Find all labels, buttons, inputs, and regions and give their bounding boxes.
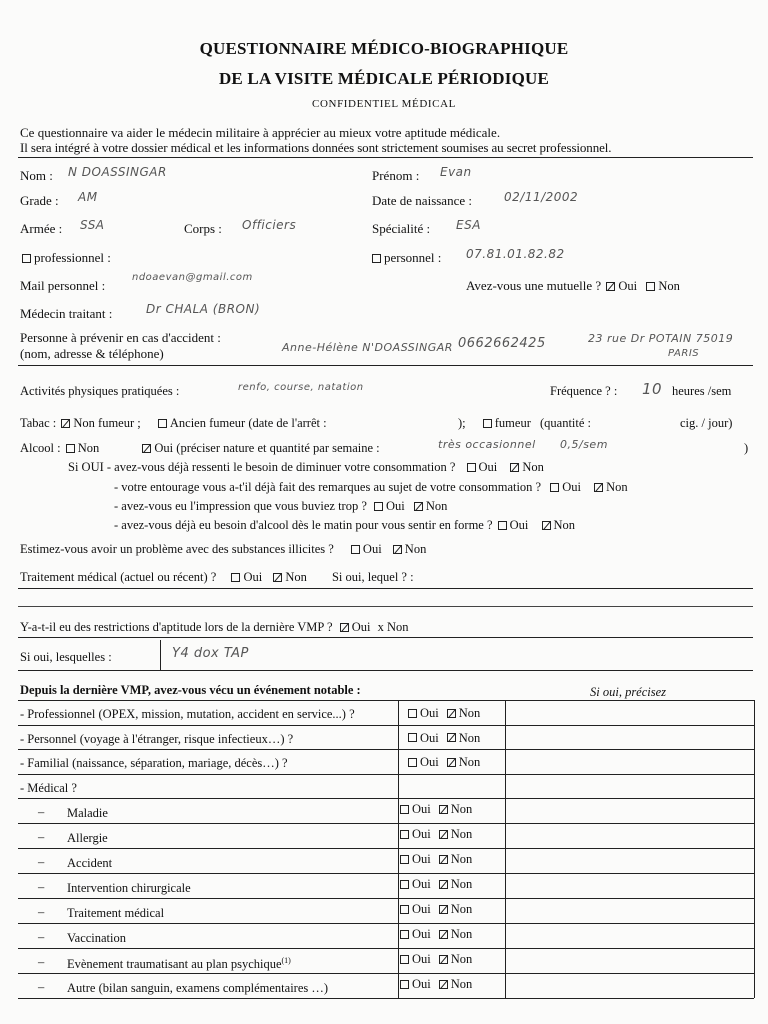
event-row-2-non-label: Non [458, 755, 481, 769]
table-divider [18, 749, 754, 750]
table-divider [18, 848, 754, 849]
medical-row-label [67, 856, 112, 871]
alcool-q3 [114, 499, 447, 514]
restrictions-text: Y-a-t-il eu des restrictions d'aptitude lors de la dernière VMP ? [20, 620, 333, 634]
non-fumeur-checkbox[interactable] [61, 419, 70, 428]
medical-row-7-non-label: Non [450, 977, 473, 991]
restrictions-oui-label: Oui [351, 620, 371, 634]
medical-row-label [67, 906, 164, 921]
q2-non-label: Non [606, 480, 628, 494]
grade-label: Grade : [20, 193, 59, 208]
table-divider [18, 923, 754, 924]
medecin-value[interactable]: Dr CHALA (BRON) [146, 302, 261, 316]
traitement-oui-label: Oui [243, 570, 263, 584]
intro-line-2: Il sera intégré à votre dossier médical et les informations données sont strictement soumises au secret professionnel. [20, 140, 612, 155]
restrictions-row [20, 620, 409, 635]
mutuelle-row [466, 278, 680, 294]
divider [18, 670, 753, 671]
traitement-non-label: Non [285, 570, 307, 584]
medical-row-label [67, 831, 108, 846]
medical-row-label [67, 806, 108, 821]
quantite-label: (quantité : [540, 416, 592, 430]
mutuelle-label: Avez-vous une mutuelle ? [466, 278, 602, 293]
medical-row-7-oui-label: Oui [412, 977, 431, 991]
intro-line-1: Ce questionnaire va aider le médecin militaire à apprécier au mieux votre aptitude médicale. [20, 125, 501, 140]
q2-oui-label: Oui [562, 480, 581, 494]
medical-row-0-oui-label: Oui [412, 802, 431, 816]
medical-row-7-oui-checkbox[interactable] [400, 980, 409, 989]
medical-row-label [67, 881, 191, 896]
traitement-non-checkbox[interactable] [273, 573, 282, 582]
substances-text: Estimez-vous avoir un problème avec des substances illicites ? [20, 542, 334, 556]
medical-row-4-oui-checkbox[interactable] [400, 905, 409, 914]
medical-row-7-non-checkbox[interactable] [439, 980, 448, 989]
alcool-q1 [68, 460, 544, 475]
table-divider [18, 823, 754, 824]
medical-row-1-choice [398, 827, 472, 842]
tabac-row [20, 416, 327, 431]
alcool-q1-text: Si OUI - avez-vous déjà ressenti le besoin de diminuer votre consommation ? [68, 460, 456, 474]
medical-row-5-oui-label: Oui [412, 927, 431, 941]
medical-row-4-non-label: Non [450, 902, 473, 916]
event-row-1-choice [406, 731, 480, 746]
prenom-label: Prénom : [372, 168, 420, 183]
event-row-0-oui-checkbox[interactable] [408, 709, 417, 718]
alcool-non-checkbox[interactable] [66, 444, 75, 453]
divider [18, 588, 753, 589]
substances-row [20, 542, 426, 557]
row-dash: – [38, 905, 45, 919]
frequence-unit: heures /sem [672, 384, 732, 398]
contact-label: Personne à prévenir en cas d'accident : [20, 330, 221, 345]
alcool-value-1[interactable]: très occasionnel [438, 438, 536, 451]
table-divider [18, 998, 754, 999]
confidential-label: CONFIDENTIEL MÉDICAL [312, 98, 456, 110]
events-heading: Depuis la dernière VMP, avez-vous vécu un événement notable : [20, 683, 361, 697]
form-title: QUESTIONNAIRE MÉDICO-BIOGRAPHIQUE [199, 39, 569, 58]
dob-value[interactable]: 02/11/2002 [504, 190, 579, 204]
event-row-0-non-checkbox[interactable] [447, 709, 456, 718]
q3-non-label: Non [425, 499, 448, 513]
event-row-2-oui-label: Oui [420, 755, 439, 769]
medical-row-label [67, 931, 126, 946]
traitement-row [20, 570, 414, 585]
row-dash: – [38, 830, 45, 844]
medical-row-1-non-checkbox[interactable] [439, 830, 448, 839]
contact-address[interactable]: 23 rue Dr POTAIN 75019 [588, 332, 734, 345]
q2-oui-checkbox[interactable] [550, 483, 559, 492]
mutuelle-oui-label: Oui [618, 279, 638, 293]
substances-non-checkbox[interactable] [393, 545, 402, 554]
table-divider [505, 700, 506, 998]
event-row-label: - Professionnel (OPEX, mission, mutation, accident en service...) ? [20, 707, 355, 721]
substances-oui-label: Oui [362, 542, 382, 556]
event-row-2-non-checkbox[interactable] [447, 758, 456, 767]
event-row-2-choice [406, 755, 480, 770]
row-dash: – [38, 930, 45, 944]
q3-oui-label: Oui [386, 499, 405, 513]
perso-phone-checkbox[interactable] [372, 254, 381, 263]
alcool-q4-text: - avez-vous déjà eu besoin d'alcool dès le matin pour vous sentir en forme ? [114, 518, 493, 532]
q3-oui-checkbox[interactable] [374, 502, 383, 511]
non-fumeur-label: Non fumeur ; [73, 416, 141, 430]
q1-non-checkbox[interactable] [510, 463, 519, 472]
medical-row-0-non-checkbox[interactable] [439, 805, 448, 814]
lesquelles-value[interactable]: Y4 dox TAP [172, 646, 249, 661]
medical-row-1-oui-label: Oui [412, 827, 431, 841]
alcool-row [20, 441, 380, 456]
armee-value[interactable]: SSA [80, 218, 105, 232]
fumeur-checkbox[interactable] [483, 419, 492, 428]
activites-value[interactable]: renfo, course, natation [238, 382, 364, 393]
medical-row-5-non-label: Non [450, 927, 473, 941]
specialite-value[interactable]: ESA [456, 218, 481, 232]
divider [18, 637, 753, 638]
medical-row-5-non-checkbox[interactable] [439, 930, 448, 939]
medical-row-3-non-label: Non [450, 877, 473, 891]
corps-label: Corps : [184, 221, 222, 236]
q2-non-checkbox[interactable] [594, 483, 603, 492]
event-row-1-oui-label: Oui [420, 730, 439, 745]
event-row-0-choice [406, 706, 480, 721]
fumeur-row [458, 416, 591, 431]
medical-row-1-non-label: Non [450, 827, 473, 841]
restrictions-oui-checkbox[interactable] [340, 623, 349, 632]
pro-phone-label: professionnel : [34, 250, 111, 265]
medical-row-6-oui-checkbox[interactable] [400, 955, 409, 964]
event-row-label: - Personnel (voyage à l'étranger, risque infectieux…) ? [20, 731, 294, 746]
mail-value[interactable]: ndoaevan@gmail.com [132, 272, 253, 283]
mutuelle-non-checkbox[interactable] [646, 282, 655, 291]
medical-row-label [67, 956, 291, 972]
table-divider [18, 948, 754, 949]
mutuelle-non-label: Non [658, 279, 680, 293]
table-divider [18, 725, 754, 726]
event-row-1-non-checkbox[interactable] [447, 733, 456, 742]
q4-non-label: Non [553, 518, 576, 532]
contact-city[interactable]: PARIS [668, 348, 700, 359]
medical-row-4-non-checkbox[interactable] [439, 905, 448, 914]
restrictions-non-label: x Non [377, 620, 409, 634]
footnote-marker: (1) [281, 956, 291, 965]
traitement-lequel-label: Si oui, lequel ? : [331, 570, 414, 584]
table-divider [18, 873, 754, 874]
row-dash: – [38, 980, 45, 994]
q3-non-checkbox[interactable] [414, 502, 423, 511]
medical-row-1-oui-checkbox[interactable] [400, 830, 409, 839]
cig-label: cig. / jour) [680, 416, 733, 430]
medical-row-text: Vaccination [67, 931, 127, 945]
medical-row-text: Maladie [67, 806, 108, 820]
precisez-label: Si oui, précisez [590, 685, 667, 699]
alcool-non-label: Non [77, 441, 100, 455]
medical-row-2-oui-checkbox[interactable] [400, 855, 409, 864]
medical-row-5-choice [398, 927, 472, 942]
divider [18, 365, 753, 366]
row-dash: – [38, 955, 45, 969]
fumeur-sep: ); [458, 416, 466, 430]
nom-value[interactable]: N DOASSINGAR [68, 165, 167, 179]
alcool-label: Alcool : [20, 441, 61, 455]
medical-row-3-choice [398, 877, 472, 892]
medical-row-0-choice [398, 802, 472, 817]
table-divider [18, 898, 754, 899]
perso-phone-value[interactable]: 07.81.01.82.82 [466, 247, 565, 261]
table-divider [18, 700, 754, 701]
medical-row-2-choice [398, 852, 472, 867]
q4-non-checkbox[interactable] [542, 521, 551, 530]
event-row-2-oui-checkbox[interactable] [408, 758, 417, 767]
row-dash: – [38, 880, 45, 894]
event-row-0-non-label: Non [458, 706, 481, 720]
alcool-oui-label: Oui (préciser nature et quantité par semaine : [154, 441, 380, 455]
q1-oui-checkbox[interactable] [467, 463, 476, 472]
corps-value[interactable]: Officiers [242, 218, 297, 232]
ancien-fumeur-label: Ancien fumeur (date de l'arrêt : [169, 416, 327, 430]
event-row-label: - Familial (naissance, séparation, mariage, décès…) ? [20, 756, 288, 770]
alcool-q2-text: - votre entourage vous a-t'il déjà fait des remarques au sujet de votre consommation ? [114, 480, 542, 494]
divider [18, 606, 753, 607]
medical-row-2-non-checkbox[interactable] [439, 855, 448, 864]
traitement-oui-checkbox[interactable] [231, 573, 240, 582]
table-divider [18, 774, 754, 775]
event-row-1-non-label: Non [458, 730, 481, 745]
alcool-close: ) [744, 441, 749, 455]
medical-row-text: Accident [67, 856, 113, 870]
mutuelle-oui-checkbox[interactable] [606, 282, 615, 291]
medical-row-2-oui-label: Oui [412, 852, 431, 866]
traitement-text: Traitement médical (actuel ou récent) ? [20, 570, 217, 584]
medical-row-0-oui-checkbox[interactable] [400, 805, 409, 814]
ancien-fumeur-checkbox[interactable] [158, 419, 167, 428]
medical-row-3-oui-label: Oui [412, 877, 431, 891]
alcool-value-2[interactable]: 0,5/sem [560, 438, 608, 451]
medecin-label: Médecin traitant : [20, 306, 113, 321]
q1-non-label: Non [522, 460, 544, 474]
q4-oui-label: Oui [509, 518, 529, 532]
medical-row-text: Traitement médical [67, 906, 165, 920]
mail-label: Mail personnel : [20, 278, 106, 293]
contact-name[interactable]: Anne-Hélène N'DOASSINGAR [282, 341, 453, 354]
specialite-label: Spécialité : [372, 221, 431, 236]
q1-oui-label: Oui [478, 460, 498, 474]
medical-row-6-oui-label: Oui [412, 952, 431, 966]
table-divider [754, 700, 755, 998]
event-row-0-oui-label: Oui [420, 706, 439, 720]
lesquelles-label: Si oui, lesquelles : [20, 650, 112, 664]
medical-row-6-choice [398, 952, 472, 967]
substances-oui-checkbox[interactable] [351, 545, 360, 554]
row-dash: – [38, 805, 45, 819]
prenom-value[interactable]: Evan [440, 165, 472, 179]
medical-row-6-non-label: Non [450, 952, 473, 966]
divider [18, 157, 753, 158]
event-row-label: - Médical ? [20, 780, 77, 795]
medical-row-3-oui-checkbox[interactable] [400, 880, 409, 889]
medical-row-3-non-checkbox[interactable] [439, 880, 448, 889]
medical-row-4-oui-label: Oui [412, 902, 431, 916]
pro-phone-checkbox[interactable] [22, 254, 31, 263]
contact-phone[interactable]: 0662662425 [458, 336, 546, 351]
alcool-q2 [114, 480, 628, 495]
grade-value[interactable]: AM [78, 190, 98, 204]
fumeur-label: fumeur [494, 416, 531, 430]
medical-row-text: Allergie [67, 831, 108, 845]
table-divider [18, 798, 754, 799]
table-divider [398, 700, 399, 998]
form-subtitle: DE LA VISITE MÉDICALE PÉRIODIQUE [218, 69, 550, 88]
medical-row-0-non-label: Non [450, 802, 473, 816]
frequence-label: Fréquence ? : [550, 384, 618, 398]
medical-row-text: Evènement traumatisant au plan psychique [67, 957, 282, 972]
alcool-q3-text: - avez-vous eu l'impression que vous buviez trop ? [114, 499, 367, 513]
event-row-1-oui-checkbox[interactable] [408, 733, 417, 742]
alcool-oui-checkbox[interactable] [142, 444, 151, 453]
contact-sublabel: (nom, adresse & téléphone) [20, 346, 164, 361]
q4-oui-checkbox[interactable] [498, 521, 507, 530]
medical-row-7-choice [398, 977, 472, 992]
alcool-q4 [114, 518, 575, 533]
substances-non-label: Non [404, 542, 427, 556]
frequence-value[interactable]: 10 [642, 380, 663, 398]
medical-row-text: Intervention chirurgicale [67, 881, 191, 895]
perso-phone-label: personnel : [384, 250, 442, 265]
medical-row-4-choice [398, 902, 472, 917]
medical-row-2-non-label: Non [450, 852, 473, 866]
medical-row-6-non-checkbox[interactable] [439, 955, 448, 964]
table-divider [18, 973, 754, 974]
row-dash: – [38, 855, 45, 869]
nom-label: Nom : [20, 168, 53, 183]
divider [160, 640, 161, 670]
medical-row-5-oui-checkbox[interactable] [400, 930, 409, 939]
perso-phone-row [370, 250, 441, 266]
medical-row-label [67, 981, 328, 996]
pro-phone-row [20, 250, 111, 266]
dob-label: Date de naissance : [372, 193, 472, 208]
activites-label: Activités physiques pratiquées : [20, 384, 180, 398]
armee-label: Armée : [20, 221, 63, 236]
tabac-label: Tabac : [20, 416, 57, 430]
medical-row-text: Autre (bilan sanguin, examens complémentaires …) [67, 981, 329, 995]
